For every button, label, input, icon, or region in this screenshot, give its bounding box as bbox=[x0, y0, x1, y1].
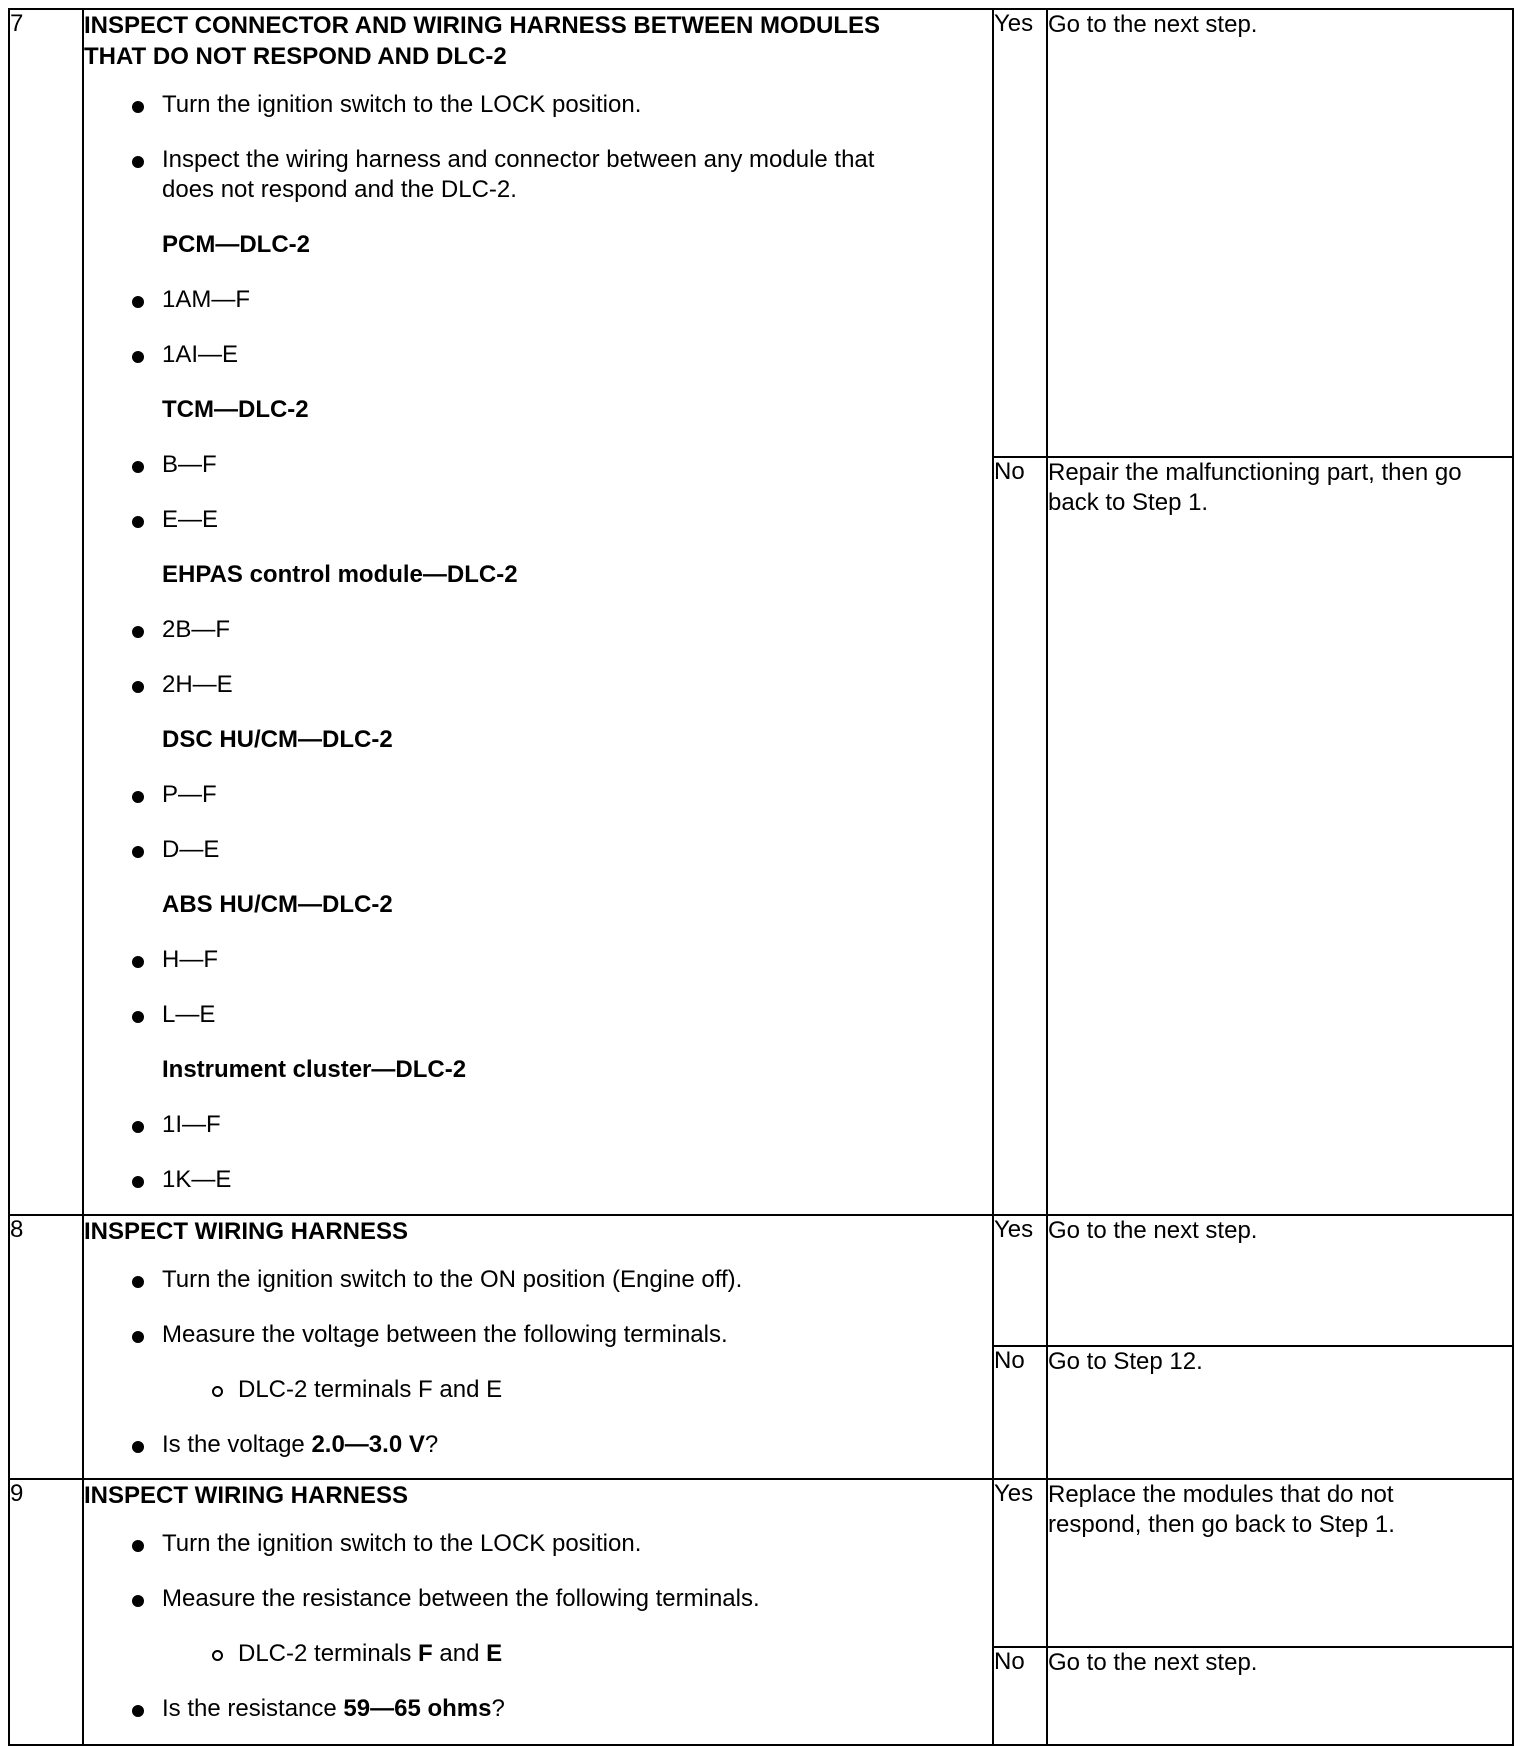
sub-text: DLC-2 terminals bbox=[238, 1640, 419, 1667]
module-heading: ABS HU/CM—DLC-2 bbox=[162, 891, 393, 918]
no-result-line-1: Repair the malfunctioning part, then go bbox=[1048, 459, 1462, 486]
terminal-pair: 2H—E bbox=[84, 670, 992, 700]
instruction: Turn the ignition switch to the LOCK position. bbox=[84, 90, 992, 120]
step-number: 7 bbox=[9, 9, 83, 1215]
instruction-line-2: does not respond and the DLC-2. bbox=[162, 176, 517, 203]
no-label: No bbox=[993, 1346, 1047, 1479]
module-heading: PCM—DLC-2 bbox=[162, 231, 310, 258]
terminal-f: F bbox=[418, 1640, 433, 1667]
terminal-pair: 2B—F bbox=[84, 615, 992, 645]
yes-result-line-1: Replace the modules that do not bbox=[1048, 1481, 1394, 1508]
instruction: Turn the ignition switch to the ON position (Engine off). bbox=[84, 1265, 992, 1295]
sub-instruction bbox=[84, 1639, 992, 1669]
sub-text-and: and bbox=[432, 1640, 487, 1667]
no-label: No bbox=[993, 1647, 1047, 1745]
question-text: Is the resistance bbox=[162, 1695, 344, 1722]
question bbox=[84, 1694, 992, 1724]
step-title-line-2: THAT DO NOT RESPOND AND DLC-2 bbox=[84, 43, 507, 70]
question bbox=[84, 1430, 992, 1460]
instruction: Measure the voltage between the following terminals. bbox=[84, 1320, 992, 1350]
no-result: Go to the next step. bbox=[1047, 1647, 1513, 1745]
terminal-pair: P—F bbox=[84, 780, 992, 810]
step-title-line-1: INSPECT CONNECTOR AND WIRING HARNESS BETWEEN MODULES bbox=[84, 12, 881, 39]
step-7-row-yes bbox=[9, 9, 1513, 457]
no-result bbox=[1047, 457, 1513, 1215]
yes-result-line-2: respond, then go back to Step 1. bbox=[1048, 1511, 1395, 1538]
terminal-pair: H—F bbox=[84, 945, 992, 975]
step-title: INSPECT WIRING HARNESS bbox=[84, 1218, 409, 1245]
step-title bbox=[84, 10, 992, 72]
no-result-line-2: back to Step 1. bbox=[1048, 489, 1209, 516]
sub-instruction: DLC-2 terminals F and E bbox=[84, 1375, 992, 1405]
terminal-pair: B—F bbox=[84, 450, 992, 480]
yes-result: Go to the next step. bbox=[1047, 9, 1513, 457]
step-number: 8 bbox=[9, 1215, 83, 1479]
yes-result: Go to the next step. bbox=[1047, 1215, 1513, 1346]
step-8-row-yes bbox=[9, 1215, 1513, 1346]
module-heading: Instrument cluster—DLC-2 bbox=[162, 1056, 467, 1083]
yes-label: Yes bbox=[993, 1215, 1047, 1346]
instruction: Measure the resistance between the following terminals. bbox=[84, 1584, 992, 1614]
module-heading: DSC HU/CM—DLC-2 bbox=[162, 726, 393, 753]
question-value: 2.0—3.0 V bbox=[311, 1431, 425, 1458]
terminal-pair: 1AI—E bbox=[84, 340, 992, 370]
module-heading: TCM—DLC-2 bbox=[162, 396, 309, 423]
terminal-pair: E—E bbox=[84, 505, 992, 535]
module-heading: EHPAS control module—DLC-2 bbox=[162, 561, 518, 588]
yes-label: Yes bbox=[993, 1479, 1047, 1647]
question-mark: ? bbox=[424, 1431, 439, 1458]
step-8-procedure bbox=[83, 1215, 993, 1479]
step-number: 9 bbox=[9, 1479, 83, 1745]
yes-result bbox=[1047, 1479, 1513, 1647]
terminal-e: E bbox=[486, 1640, 503, 1667]
yes-label: Yes bbox=[993, 9, 1047, 457]
terminal-pair: 1AM—F bbox=[84, 285, 992, 315]
step-7-procedure bbox=[83, 9, 993, 1215]
no-label: No bbox=[993, 457, 1047, 1215]
terminal-pair: 1I—F bbox=[84, 1110, 992, 1140]
instruction: Turn the ignition switch to the LOCK position. bbox=[84, 1529, 992, 1559]
question-mark: ? bbox=[491, 1695, 505, 1722]
step-title: INSPECT WIRING HARNESS bbox=[84, 1482, 409, 1509]
instruction bbox=[84, 145, 992, 205]
terminal-pair: D—E bbox=[84, 835, 992, 865]
instruction-line-1: Inspect the wiring harness and connector between any module that bbox=[162, 146, 875, 173]
diagnostic-steps-table bbox=[8, 8, 1514, 1746]
step-9-procedure bbox=[83, 1479, 993, 1745]
question-text: Is the voltage bbox=[162, 1431, 312, 1458]
step-9-row-yes bbox=[9, 1479, 1513, 1647]
terminal-pair: L—E bbox=[84, 1000, 992, 1030]
no-result: Go to Step 12. bbox=[1047, 1346, 1513, 1479]
question-value: 59—65 ohms bbox=[343, 1695, 492, 1722]
terminal-pair: 1K—E bbox=[84, 1165, 992, 1195]
